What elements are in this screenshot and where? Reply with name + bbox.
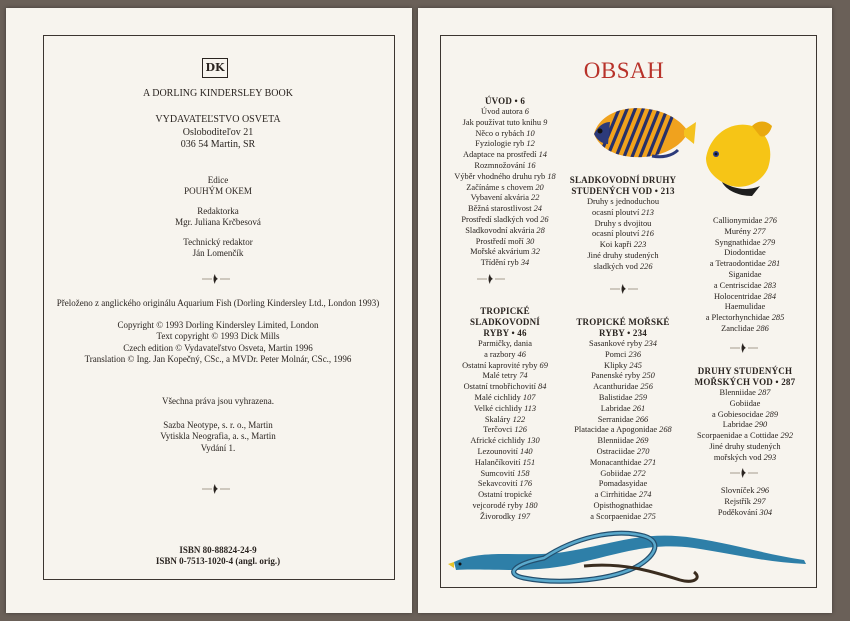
toc-heading (556, 317, 690, 339)
toc-col2-sec1 (556, 175, 690, 273)
toc-entry: Prostředí moří 30 (475, 236, 535, 246)
toc-entry: Zanclidae 286 (721, 323, 769, 333)
toc-entry: vejcorodé ryby 180 (472, 500, 538, 510)
toc-entry: Lezounovití 140 (477, 446, 533, 456)
toc-entry: Opisthognathidae (593, 500, 653, 510)
toc-list (556, 197, 690, 273)
toc-heading (556, 175, 690, 197)
toc-heading (680, 366, 810, 388)
toc-list (440, 339, 570, 523)
toc-heading-line: RYBY • 46 (483, 328, 527, 338)
dk-logo: DK (202, 58, 228, 78)
toc-heading-line: MOŘSKÝCH VOD • 287 (694, 377, 796, 387)
toc-entry: Sumcovití 158 (480, 468, 530, 478)
isbn-line: ISBN 80-88824-24-9 (179, 545, 257, 555)
publisher-line: A DORLING KINDERSLEY BOOK (143, 88, 293, 99)
publisher-address (43, 114, 393, 152)
toc-heading (440, 306, 570, 339)
toc-entry: Callionymidae 276 (713, 216, 777, 225)
toc-entry: Malé tetry 74 (482, 371, 528, 381)
toc-entry: a Gobiesocidae 289 (711, 409, 779, 419)
toc-heading-line: DRUHY STUDENÝCH (697, 366, 793, 376)
toc-entry: Klipky 245 (604, 360, 642, 370)
edition-name: POUHÝM OKEM (184, 186, 252, 197)
toc-entry: Běžná starostlivost 24 (468, 204, 542, 214)
toc-entry: Murény 277 (724, 226, 766, 236)
right-page (418, 8, 832, 613)
toc-entry: Diodontidae (724, 248, 766, 258)
toc-list (680, 486, 810, 518)
toc-entry: Blenniidae 287 (719, 388, 771, 397)
yellow-angelfish-illustration-icon (702, 116, 778, 196)
toc-entry: Gobiidae 272 (600, 468, 646, 478)
toc-entry: Prostředí sladkých vod 26 (461, 214, 549, 224)
toc-entry: Jiné druhy studených (587, 250, 659, 260)
toc-entry: a Plectorhynchidae 285 (705, 313, 785, 323)
toc-entry: Koi kapři 223 (599, 240, 647, 250)
toc-entry: Živorodky 197 (479, 511, 530, 521)
toc-entry: ocasní ploutví 216 (592, 229, 654, 239)
toc-entry: Ostraciidae 270 (596, 446, 650, 456)
toc-entry: Blenniidae 269 (597, 436, 649, 446)
edition-label: Edice (207, 175, 229, 185)
print-block (43, 420, 393, 454)
copyright-block (43, 320, 393, 366)
toc-entry: Parmičky, dania (478, 339, 532, 348)
editor-name: Mgr. Juliana Krčbesová (175, 217, 261, 228)
toc-entry: Africké cichlidy 130 (470, 436, 540, 446)
toc-list (680, 388, 810, 464)
fleuron-ornament-icon (730, 466, 758, 480)
toc-list (680, 216, 810, 335)
toc-col1-sec2 (440, 306, 570, 523)
ribbon-eel-illustration-icon (444, 518, 814, 590)
copyright-line: Copyright © 1993 Dorling Kindersley Limited, London (117, 320, 319, 330)
toc-col2-sec2 (556, 317, 690, 523)
toc-heading-line: STUDENÝCH VOD • 213 (571, 186, 675, 196)
toc-entry: a Cirrhitidae 274 (594, 490, 652, 500)
isbn-line: ISBN 0-7513-1020-4 (angl. orig.) (155, 556, 281, 567)
toc-entry: Sasankové ryby 234 (589, 339, 657, 348)
toc-entry: Ostatní kaprovité ryby 69 (462, 360, 548, 370)
toc-entry: Začínáme s chovem 20 (466, 182, 544, 192)
toc-entry: a Centriscidae 283 (713, 280, 777, 290)
copyright-line: Czech edition © Vydavateľstvo Osveta, Martin 1996 (123, 342, 313, 353)
tech-editor-block (43, 237, 393, 259)
toc-entry: Třídění ryb 34 (480, 258, 530, 268)
toc-entry: Velké cichlidy 113 (473, 403, 537, 413)
rights-reserved: Všechna práva jsou vyhrazena. (162, 396, 274, 406)
toc-heading: ÚVOD • 6 (484, 96, 526, 106)
toc-entry: Ostatní tropické (478, 490, 532, 500)
left-page (6, 8, 412, 613)
toc-entry: Siganidae (728, 269, 762, 279)
toc-entry: a razbory 46 (484, 349, 526, 359)
toc-entry: Poděkování 304 (717, 507, 773, 517)
toc-entry: Ostatní trnobřichovití 84 (463, 382, 547, 392)
toc-heading-line: SLADKOVODNÍ (469, 317, 541, 327)
toc-entry: Něco o rybách 10 (475, 128, 535, 138)
toc-col3-sec3 (680, 486, 810, 518)
toc-entry: Balistidae 259 (598, 392, 648, 402)
fleuron-ornament-icon (477, 272, 505, 286)
copyright-line: Translation © Ing. Jan Kopečný, CSc., a MVDr. Peter Molnár, CSc., 1996 (84, 354, 352, 365)
translation-note: Přeloženo z anglického originálu Aquarium Fish (Dorling Kindersley Ltd., London 1993) (56, 298, 380, 308)
fleuron-ornament-icon (202, 272, 230, 286)
toc-entry: Terčovci 126 (483, 425, 527, 435)
toc-col1-sec1 (440, 96, 570, 269)
toc-heading-line: RYBY • 234 (598, 328, 647, 338)
angelfish-illustration-icon (588, 100, 698, 162)
fleuron-ornament-icon (730, 341, 758, 355)
toc-entry: Jak používat tuto knihu 9 (462, 117, 548, 127)
page-title: OBSAH (583, 58, 665, 83)
fleuron-ornament-icon (202, 482, 230, 496)
print-line: Vydání 1. (200, 442, 236, 453)
toc-entry: a Scorpaenidae 275 (590, 511, 656, 521)
toc-col3-sec2 (680, 366, 810, 464)
edition-block (43, 175, 393, 197)
toc-entry: ocasní ploutví 213 (592, 207, 654, 217)
toc-entry: Monacanthidae 271 (589, 457, 657, 467)
toc-entry: Rejstřík 297 (724, 496, 766, 506)
toc-entry: mořských vod 293 (713, 452, 777, 462)
toc-entry: Malé cichlidy 107 (474, 392, 536, 402)
tech-editor-name: Ján Lomenčík (192, 248, 244, 259)
editor-label: Redaktorka (197, 206, 239, 216)
toc-heading-line: SLADKOVODNÍ DRUHY (569, 175, 677, 185)
toc-entry: Vybavení akvária 22 (470, 193, 540, 203)
toc-entry: Platacidae a Apogonidae 268 (574, 425, 672, 435)
toc-entry: Sekavcovití 176 (477, 479, 533, 489)
toc-entry: Acanthuridae 256 (593, 382, 653, 392)
toc-entry: sladkých vod 226 (593, 261, 653, 271)
toc-entry: Labridae 290 (722, 420, 768, 430)
toc-entry: Pomci 236 (604, 349, 642, 359)
address-line: VYDAVATEĽSTVO OSVETA (155, 114, 281, 125)
toc-entry: Haemulidae (724, 302, 766, 312)
toc-entry: Adaptace na prostředí 14 (463, 150, 547, 160)
print-line: Vytiskla Neografia, a. s., Martin (160, 431, 276, 442)
toc-entry: Labridae 261 (600, 403, 646, 413)
toc-entry: Halančíkovití 151 (474, 457, 536, 467)
tech-editor-label: Technický redaktor (183, 237, 253, 247)
toc-heading-line: TROPICKÉ (480, 306, 530, 316)
address-line: 036 54 Martin, SR (180, 139, 256, 151)
toc-entry: Skaláry 122 (484, 414, 526, 424)
toc-entry: Mořské akvárium 32 (470, 247, 540, 257)
isbn-block (43, 545, 393, 568)
fleuron-ornament-icon (610, 282, 638, 296)
toc-entry: Pomadasyidae (598, 479, 648, 489)
toc-entry: Gobiidae (729, 398, 761, 408)
toc-entry: Sladkovodní akvária 28 (465, 225, 545, 235)
toc-heading-line: TROPICKÉ MOŘSKÉ (576, 317, 670, 327)
toc-entry: Slovníček 296 (720, 486, 770, 495)
toc-entry: Panenské ryby 250 (591, 371, 655, 381)
address-line: Osloboditeľov 21 (182, 126, 254, 138)
print-line: Sazba Neotype, s. r. o., Martin (163, 420, 273, 430)
toc-entry: Syngnathidae 279 (714, 237, 776, 247)
toc-entry: Jiné druhy studených (709, 441, 781, 451)
toc-entry: Výběr vhodného druhu ryb 18 (454, 171, 556, 181)
toc-list (556, 339, 690, 523)
toc-entry: Druhy s jednoduchou (586, 197, 660, 206)
editor-block (43, 206, 393, 228)
toc-entry: Scorpaenidae a Cottidae 292 (696, 431, 794, 441)
toc-entry: Druhy s dvojitou (594, 218, 652, 228)
toc-entry: Fyziologie ryb 12 (475, 139, 535, 149)
toc-entry: a Tetraodontidae 281 (709, 259, 781, 269)
copyright-line: Text copyright © 1993 Dick Mills (156, 331, 280, 342)
toc-entry: Úvod autora 6 (481, 107, 529, 116)
toc-entry: Holocentridae 284 (713, 291, 777, 301)
toc-list (440, 107, 570, 269)
toc-entry: Serranidae 266 (597, 414, 649, 424)
toc-col3-sec1 (680, 216, 810, 335)
toc-entry: Rozmnožování 16 (474, 160, 536, 170)
